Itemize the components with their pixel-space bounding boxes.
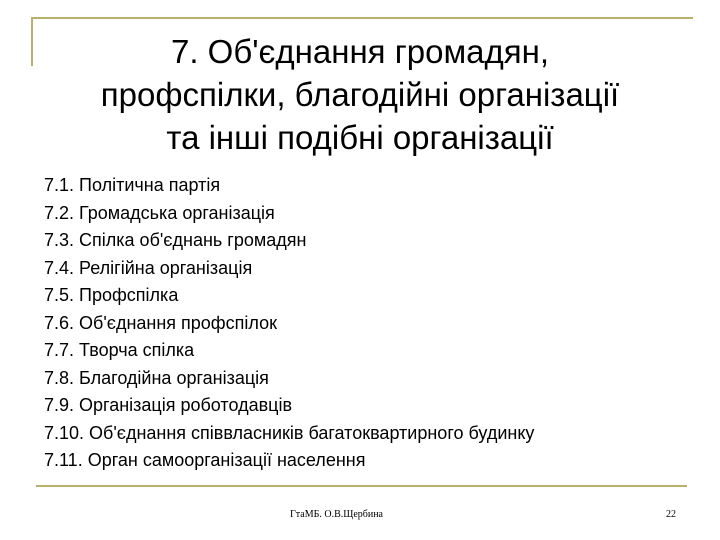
list-item: 7.1. Політична партія [44,175,221,195]
footer-author: ГтаМБ. О.В.Щербина [290,509,383,520]
title-frame-vertical-line [31,17,33,66]
list-item: 7.3. Спілка об'єднань громадян [44,230,307,250]
organization-type-list [44,172,534,475]
page-number: 22 [666,509,676,520]
title-line-2: профспілки, благодійні організації [100,76,620,113]
list-item: 7.6. Об'єднання профспілок [44,312,277,333]
list-item: 7.4. Релігійна організація [44,257,253,278]
slide-title [40,30,680,159]
list-item: 7.5. Профспілка [44,285,179,305]
title-frame-horizontal-line [31,17,693,19]
list-item: 7.7. Творча спілка [44,340,195,360]
list-item: 7.9. Організація роботодавців [44,395,293,415]
list-item: 7.10. Об'єднання співвласників багатоквартирного будинку [44,422,535,443]
title-line-1: 7. Об'єднання громадян, [170,33,550,70]
list-item: 7.11. Орган самоорганізації населення [44,450,366,470]
list-item: 7.8. Благодійна організація [44,367,269,388]
footer-divider [36,485,687,487]
list-item: 7.2. Громадська організація [44,202,275,223]
title-line-3: та інші подібні організації [166,119,554,156]
